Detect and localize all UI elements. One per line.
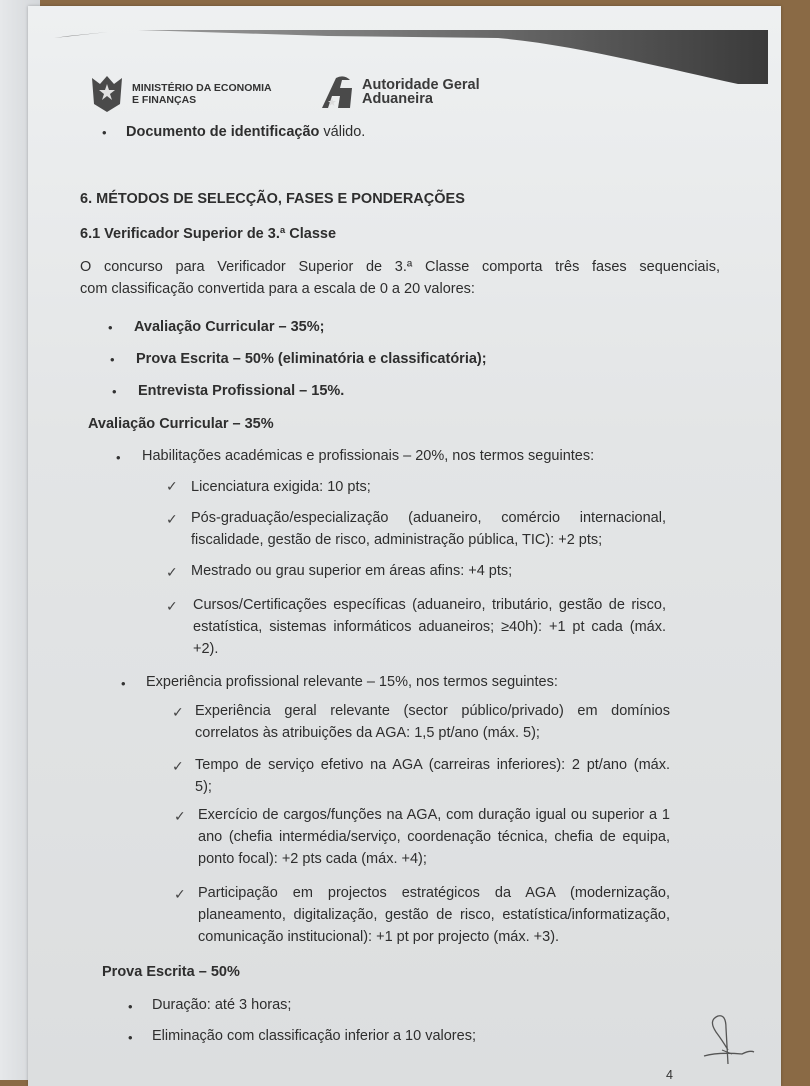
prova-escrita-item: Eliminação com classificação inferior a 10 valores; (152, 1028, 476, 1044)
experiencia-item-cont: correlatos às atribuições da AGA: 1,5 pt/ano (máx. 5); (195, 725, 540, 741)
habilitacoes-item: Mestrado ou grau superior em áreas afins: +4 pts; (191, 563, 513, 579)
bullet-icon: • (128, 1030, 133, 1045)
bullet-icon: • (108, 320, 113, 335)
check-icon: ✓ (166, 478, 178, 494)
document-page (28, 6, 781, 1086)
experiencia-item: Experiência geral relevante (sector público/privado) em domínios (195, 703, 670, 719)
experiencia-item: Participação em projectos estratégicos da AGA (modernização, (198, 885, 670, 901)
habilitacoes-item-cont: estatística, sistemas informáticos aduaneiros; ≥40h): +1 pt cada (máx. (193, 619, 666, 635)
experiencia-item: Exercício de cargos/funções na AGA, com duração igual ou superior a 1 (198, 807, 670, 823)
check-icon: ✓ (172, 704, 184, 720)
experiencia-item-cont: ponto focal): +2 pts cada (máx. +4); (198, 851, 427, 867)
check-icon: ✓ (166, 511, 178, 527)
check-icon: ✓ (166, 564, 178, 580)
bullet-icon: • (116, 450, 121, 465)
subsection-title: 6.1 Verificador Superior de 3.ª Classe (80, 226, 337, 242)
experiencia-item-cont: 5); (195, 779, 212, 795)
habilitacoes-item-cont: +2). (193, 641, 219, 657)
phase-item: Avaliação Curricular – 35%; (134, 319, 325, 335)
bullet-icon: • (110, 352, 115, 367)
carryover-item-text: válido. (319, 124, 366, 140)
habilitacoes-item: Licenciatura exigida: 10 pts; (191, 479, 371, 495)
intro-paragraph-line2: com classificação convertida para a escala de 0 a 20 valores: (80, 281, 475, 297)
habilitacoes-label: Habilitações académicas e profissionais – 20%, nos termos seguintes: (142, 448, 595, 464)
experiencia-item-cont: comunicação institucional): +1 pt por projecto (máx. +3). (198, 929, 560, 945)
experiencia-label: Experiência profissional relevante – 15%, nos termos seguintes: (146, 674, 558, 690)
page-number: 4 (666, 1068, 673, 1082)
document-body (28, 6, 781, 1086)
bullet-icon: • (102, 125, 107, 140)
carryover-list-item (126, 123, 365, 141)
intro-paragraph-line1: O concurso para Verificador Superior de 3.ª Classe comporta três fases sequenciais, (80, 259, 720, 275)
prova-escrita-title: Prova Escrita – 50% (102, 964, 240, 980)
check-icon: ✓ (174, 886, 186, 902)
agency-name-line2: Aduaneira (362, 91, 433, 107)
habilitacoes-item: Pós-graduação/especialização (aduaneiro, comércio internacional, (191, 510, 666, 526)
bullet-icon: • (112, 384, 117, 399)
habilitacoes-item-cont: fiscalidade, gestão de risco, administração pública, TIC): +2 pts; (191, 532, 603, 548)
avaliacao-curricular-title: Avaliação Curricular – 35% (88, 416, 274, 432)
bullet-icon: • (128, 999, 133, 1014)
carryover-item-bold: Documento de identificação (126, 124, 320, 140)
experiencia-item-cont: planeamento, digitalização, gestão de risco, estatística/informatização, (198, 907, 670, 923)
experiencia-item: Tempo de serviço efetivo na AGA (carreiras inferiores): 2 pt/ano (máx. (195, 757, 670, 773)
check-icon: ✓ (166, 598, 178, 614)
agency-name-line1: Autoridade Geral (362, 77, 480, 93)
ministry-name-line1: MINISTÉRIO DA ECONOMIA (132, 82, 272, 94)
phase-item: Prova Escrita – 50% (eliminatória e classificatória); (136, 351, 487, 367)
check-icon: ✓ (172, 758, 184, 774)
experiencia-item-cont: ano (chefia intermédia/serviço, coordenação técnica, chefia de equipa, (198, 829, 670, 845)
check-icon: ✓ (174, 808, 186, 824)
ministry-name-line2: E FINANÇAS (132, 94, 197, 106)
prova-escrita-item: Duração: até 3 horas; (152, 997, 292, 1013)
habilitacoes-item: Cursos/Certificações específicas (aduaneiro, tributário, gestão de risco, (193, 597, 666, 613)
handwritten-signature (698, 1006, 758, 1076)
section-title: 6. MÉTODOS DE SELECÇÃO, FASES E PONDERAÇÕES (80, 191, 465, 207)
bullet-icon: • (121, 676, 126, 691)
phase-item: Entrevista Profissional – 15%. (138, 383, 345, 399)
